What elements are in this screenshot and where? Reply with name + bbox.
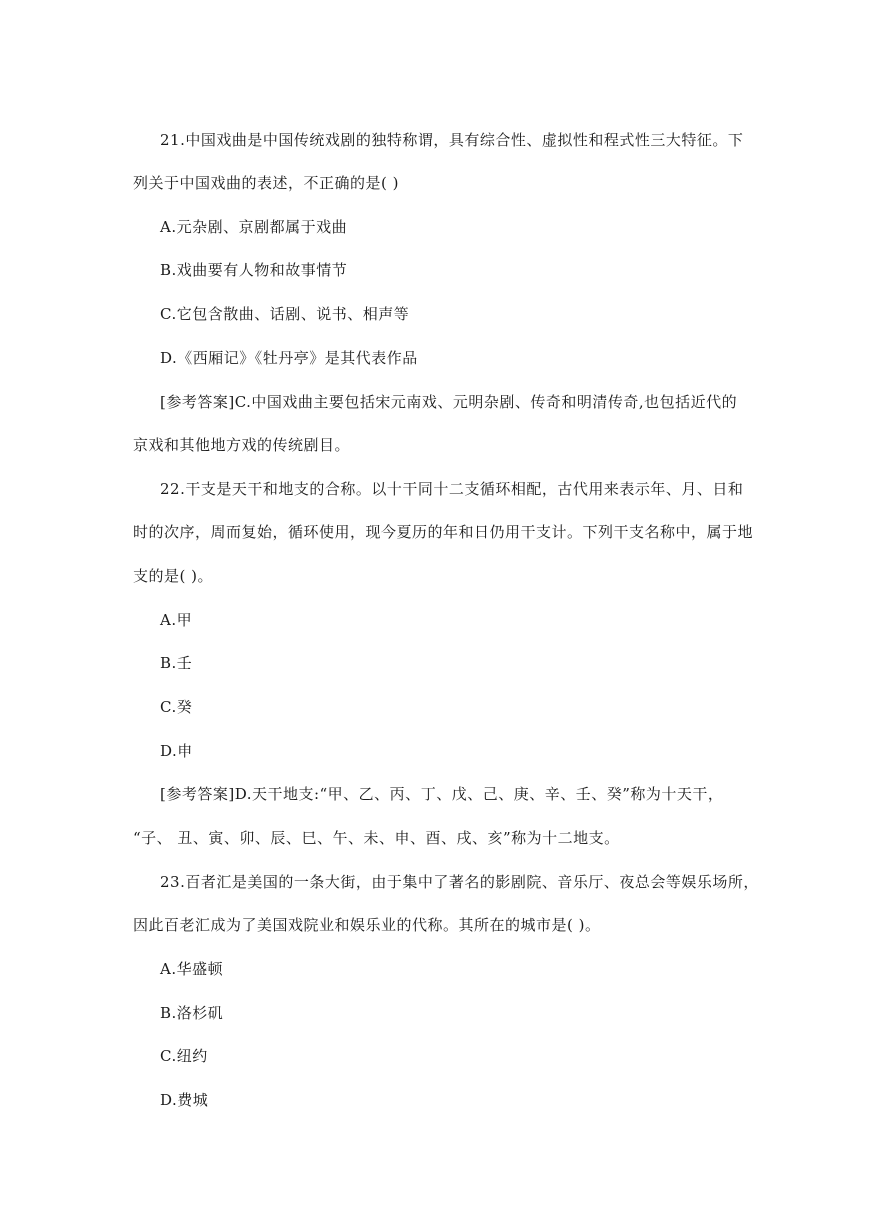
q22-stem-line-2: 时的次序，周而复始，循环使用，现今夏历的年和日仍用干支计。下列干支名称中，属于地 bbox=[133, 523, 754, 541]
q22-answer-line-2: “子、 丑、寅、卯、辰、巳、午、未、申、酉、戌、亥”称为十二地支。 bbox=[133, 829, 620, 847]
q21-option-b: B.戏曲要有人物和故事情节 bbox=[160, 261, 348, 279]
q23-option-c: C.纽约 bbox=[160, 1047, 208, 1065]
q22-stem-line-3: 支的是( )。 bbox=[133, 567, 213, 585]
q22-option-d: D.申 bbox=[160, 742, 193, 760]
q22-stem-line-1: 22.干支是天干和地支的合称。以十干同十二支循环相配，古代用来表示年、月、日和 bbox=[160, 480, 744, 498]
q22-option-b: B.壬 bbox=[160, 654, 193, 672]
q22-option-c: C.癸 bbox=[160, 698, 193, 716]
q21-answer-line-2: 京戏和其他地方戏的传统剧目。 bbox=[133, 436, 351, 454]
q23-option-b: B.洛杉矶 bbox=[160, 1004, 224, 1022]
q21-answer-line-1: [参考答案]C.中国戏曲主要包括宋元南戏、元明杂剧、传奇和明清传奇,也包括近代的 bbox=[160, 393, 738, 411]
q21-stem-line-1: 21.中国戏曲是中国传统戏剧的独特称谓，具有综合性、虚拟性和程式性三大特征。下 bbox=[160, 131, 744, 149]
q22-option-a: A.甲 bbox=[160, 611, 193, 629]
q23-stem-line-2: 因此百老汇成为了美国戏院业和娱乐业的代称。其所在的城市是( )。 bbox=[133, 916, 601, 934]
q23-option-a: A.华盛顿 bbox=[160, 960, 224, 978]
q21-option-c: C.它包含散曲、话剧、说书、相声等 bbox=[160, 305, 410, 323]
q21-stem-line-2: 列关于中国戏曲的表述，不正确的是( ) bbox=[133, 174, 399, 192]
q23-stem-line-1: 23.百者汇是美国的一条大街，由于集中了著名的影剧院、音乐厅、夜总会等娱乐场所， bbox=[160, 873, 759, 891]
q23-option-d: D.费城 bbox=[160, 1091, 209, 1109]
q21-option-a: A.元杂剧、京剧都属于戏曲 bbox=[160, 218, 348, 236]
q21-option-d: D.《西厢记》《牡丹亭》是其代表作品 bbox=[160, 349, 418, 367]
q22-answer-line-1: [参考答案]D.天干地支:“甲、乙、丙、丁、戊、己、庚、辛、壬、癸”称为十天干， bbox=[160, 785, 724, 803]
